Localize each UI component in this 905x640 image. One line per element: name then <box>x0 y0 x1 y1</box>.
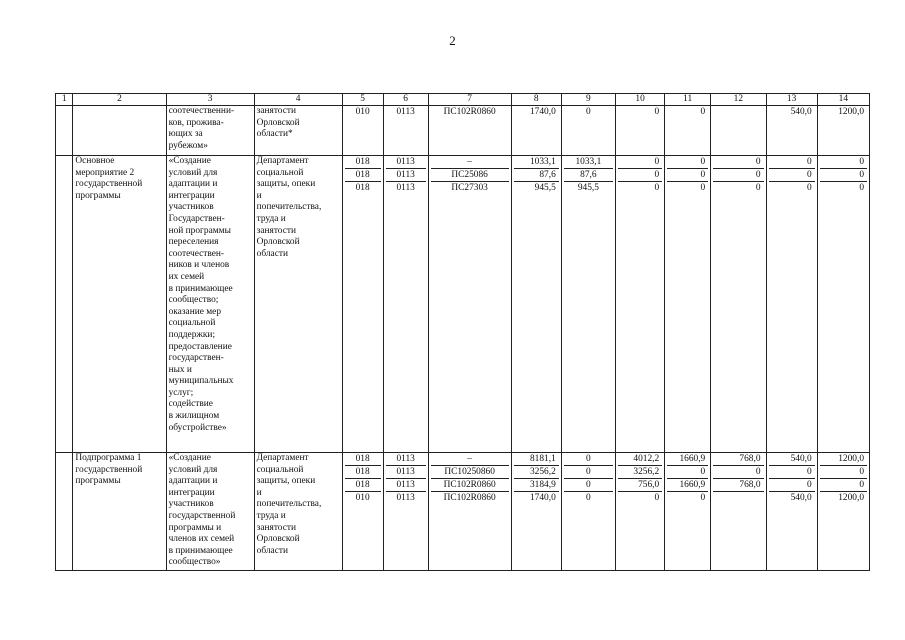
item-description-cell: «Создание условий для адаптации и интеграции участников Государствен- ной программы переселения соотечествен- ников и членов их семей в принимающее сообщество; оказание мер социальной поддержки; предоставление государствен- ных и муниципальных услуг; содействие в жилищном обустройстве» <box>166 156 254 453</box>
value-cell: 0 <box>586 107 591 117</box>
value-cell: 87,6 <box>514 169 559 182</box>
value-cell: 0113 <box>396 183 415 193</box>
value-cell: 756,0 <box>618 479 662 492</box>
column-number: 10 <box>616 94 665 106</box>
value-column-cell <box>665 156 711 453</box>
value-cell: 0113 <box>396 107 415 117</box>
budget-table <box>55 93 870 571</box>
value-cell: ПС10250860 <box>431 466 509 479</box>
value-column-cell <box>665 453 711 571</box>
column-number: 4 <box>254 94 342 106</box>
value-cell: 0 <box>667 466 708 479</box>
table-row <box>56 106 870 156</box>
column-number: 9 <box>561 94 615 106</box>
value-cell: 1033,1 <box>514 156 559 169</box>
value-cell: 0 <box>564 453 613 466</box>
value-cell: 0 <box>700 493 706 503</box>
value-cell: 018 <box>345 156 381 169</box>
column-number: 12 <box>711 94 766 106</box>
value-cell: 540,0 <box>769 453 815 466</box>
value-cell: 1200,0 <box>820 453 867 466</box>
value-cell: 0 <box>618 169 662 182</box>
page-number: 2 <box>449 33 456 48</box>
table-row <box>56 453 870 571</box>
column-number: 5 <box>342 94 383 106</box>
value-cell: 0 <box>700 183 706 193</box>
value-column-cell <box>342 453 383 571</box>
value-cell: 4012,2 <box>618 453 662 466</box>
value-cell: 0113 <box>396 493 415 503</box>
value-column-cell <box>817 156 869 453</box>
value-cell: 0 <box>859 183 864 193</box>
item-name-cell: Основное мероприятие 2 государственной программы <box>73 156 166 453</box>
value-column-cell <box>766 106 817 156</box>
value-cell: 945,5 <box>534 183 556 193</box>
value-column-cell <box>561 453 615 571</box>
value-column-cell <box>428 156 511 453</box>
value-cell: 0 <box>564 466 613 479</box>
value-column-cell <box>383 156 428 453</box>
value-column-cell <box>342 106 383 156</box>
value-cell: 0 <box>654 183 660 193</box>
value-cell: 018 <box>345 466 381 479</box>
value-cell: 0 <box>769 479 815 492</box>
value-cell: 0 <box>618 156 662 169</box>
value-column-cell <box>383 106 428 156</box>
value-cell: ПС102R0860 <box>443 493 496 503</box>
value-cell: 0 <box>713 169 763 182</box>
value-cell: 0 <box>713 466 763 479</box>
value-column-cell <box>616 156 665 453</box>
value-cell: 0 <box>713 156 763 169</box>
value-column-cell <box>766 156 817 453</box>
value-cell: 1660,9 <box>667 453 708 466</box>
value-cell: 0 <box>654 107 660 117</box>
value-cell: 010 <box>355 493 370 503</box>
value-cell: 0113 <box>386 479 426 492</box>
value-cell: 1660,9 <box>667 479 708 492</box>
column-number-row <box>56 94 870 106</box>
value-cell: ПС102R0860 <box>431 479 509 492</box>
value-cell: 8181,1 <box>514 453 559 466</box>
value-column-cell <box>561 106 615 156</box>
value-cell: 0113 <box>386 156 426 169</box>
value-cell: 3256,2 <box>618 466 662 479</box>
responsible-executor-cell: Департамент социальной защиты, опеки и попечительства, труда и занятости Орловской области <box>254 453 342 571</box>
value-cell: ПС27303 <box>451 183 488 193</box>
responsible-executor-cell: занятости Орловской области* <box>254 106 342 156</box>
value-column-cell <box>428 106 511 156</box>
value-column-cell <box>616 453 665 571</box>
value-cell: 945,5 <box>577 183 599 193</box>
value-cell: 0 <box>820 479 867 492</box>
value-cell: 1200,0 <box>838 107 864 117</box>
value-cell: – <box>431 453 509 466</box>
value-column-cell <box>511 106 561 156</box>
row-number-cell <box>56 453 73 571</box>
value-cell: 768,0 <box>713 453 763 466</box>
value-cell: 0 <box>820 169 867 182</box>
value-cell: 87,6 <box>564 169 613 182</box>
value-cell: 0113 <box>386 453 426 466</box>
value-column-cell <box>711 106 766 156</box>
item-name-cell: Подпрограмма 1 государственной программы <box>73 453 166 571</box>
row-number-cell <box>56 156 73 453</box>
table-row <box>56 156 870 453</box>
item-name-cell <box>73 106 166 156</box>
value-cell: 1033,1 <box>564 156 613 169</box>
value-cell: 1200,0 <box>838 493 864 503</box>
value-column-cell <box>428 453 511 571</box>
column-number: 8 <box>511 94 561 106</box>
value-column-cell <box>766 453 817 571</box>
value-column-cell <box>711 156 766 453</box>
value-cell: 0 <box>769 169 815 182</box>
value-column-cell <box>665 106 711 156</box>
value-column-cell <box>383 453 428 571</box>
value-cell: 0113 <box>386 169 426 182</box>
row-number-cell <box>56 106 73 156</box>
value-cell: 010 <box>355 107 370 117</box>
column-number: 14 <box>817 94 869 106</box>
value-cell: 3184,9 <box>514 479 559 492</box>
value-cell: 0113 <box>386 466 426 479</box>
value-cell: 018 <box>345 453 381 466</box>
item-description-cell: «Создание условий для адаптации и интеграции участников государственной программы и членов их семей в принимающее сообщество» <box>166 453 254 571</box>
value-cell: 0 <box>755 183 761 193</box>
value-column-cell <box>511 156 561 453</box>
column-number: 11 <box>665 94 711 106</box>
value-column-cell <box>561 156 615 453</box>
column-number: 13 <box>766 94 817 106</box>
column-number: 2 <box>73 94 166 106</box>
value-column-cell <box>342 156 383 453</box>
column-number: 3 <box>166 94 254 106</box>
value-cell <box>713 106 763 118</box>
column-number: 6 <box>383 94 428 106</box>
value-column-cell <box>616 106 665 156</box>
value-cell: 0 <box>769 466 815 479</box>
column-number: 7 <box>428 94 511 106</box>
value-cell: 768,0 <box>713 479 763 492</box>
value-cell: ПС25086 <box>431 169 509 182</box>
value-cell: 0 <box>654 493 660 503</box>
column-number: 1 <box>56 94 73 106</box>
value-column-cell <box>817 453 869 571</box>
value-cell: 018 <box>345 479 381 492</box>
item-description-cell: соотечественни- ков, прожива- ющих за рубежом» <box>166 106 254 156</box>
value-column-cell <box>511 453 561 571</box>
value-cell <box>713 492 763 504</box>
value-cell: 0 <box>769 156 815 169</box>
value-cell: 0 <box>820 156 867 169</box>
value-cell: 540,0 <box>790 493 812 503</box>
value-column-cell <box>817 106 869 156</box>
value-cell: 0 <box>807 183 812 193</box>
responsible-executor-cell: Департамент социальной защиты, опеки и попечительства, труда и занятости Орловской области <box>254 156 342 453</box>
value-cell: ПС102R0860 <box>443 107 496 117</box>
value-cell: 0 <box>820 466 867 479</box>
value-cell: – <box>431 156 509 169</box>
value-cell: 0 <box>667 169 708 182</box>
value-cell: 1740,0 <box>529 107 556 117</box>
value-cell: 1740,0 <box>529 493 556 503</box>
value-cell: 0 <box>586 493 591 503</box>
value-cell: 540,0 <box>790 107 812 117</box>
value-cell: 018 <box>345 169 381 182</box>
value-cell: 0 <box>564 479 613 492</box>
value-cell: 018 <box>355 183 370 193</box>
value-cell: 3256,2 <box>514 466 559 479</box>
value-cell: 0 <box>667 156 708 169</box>
value-cell: 0 <box>700 107 706 117</box>
value-column-cell <box>711 453 766 571</box>
